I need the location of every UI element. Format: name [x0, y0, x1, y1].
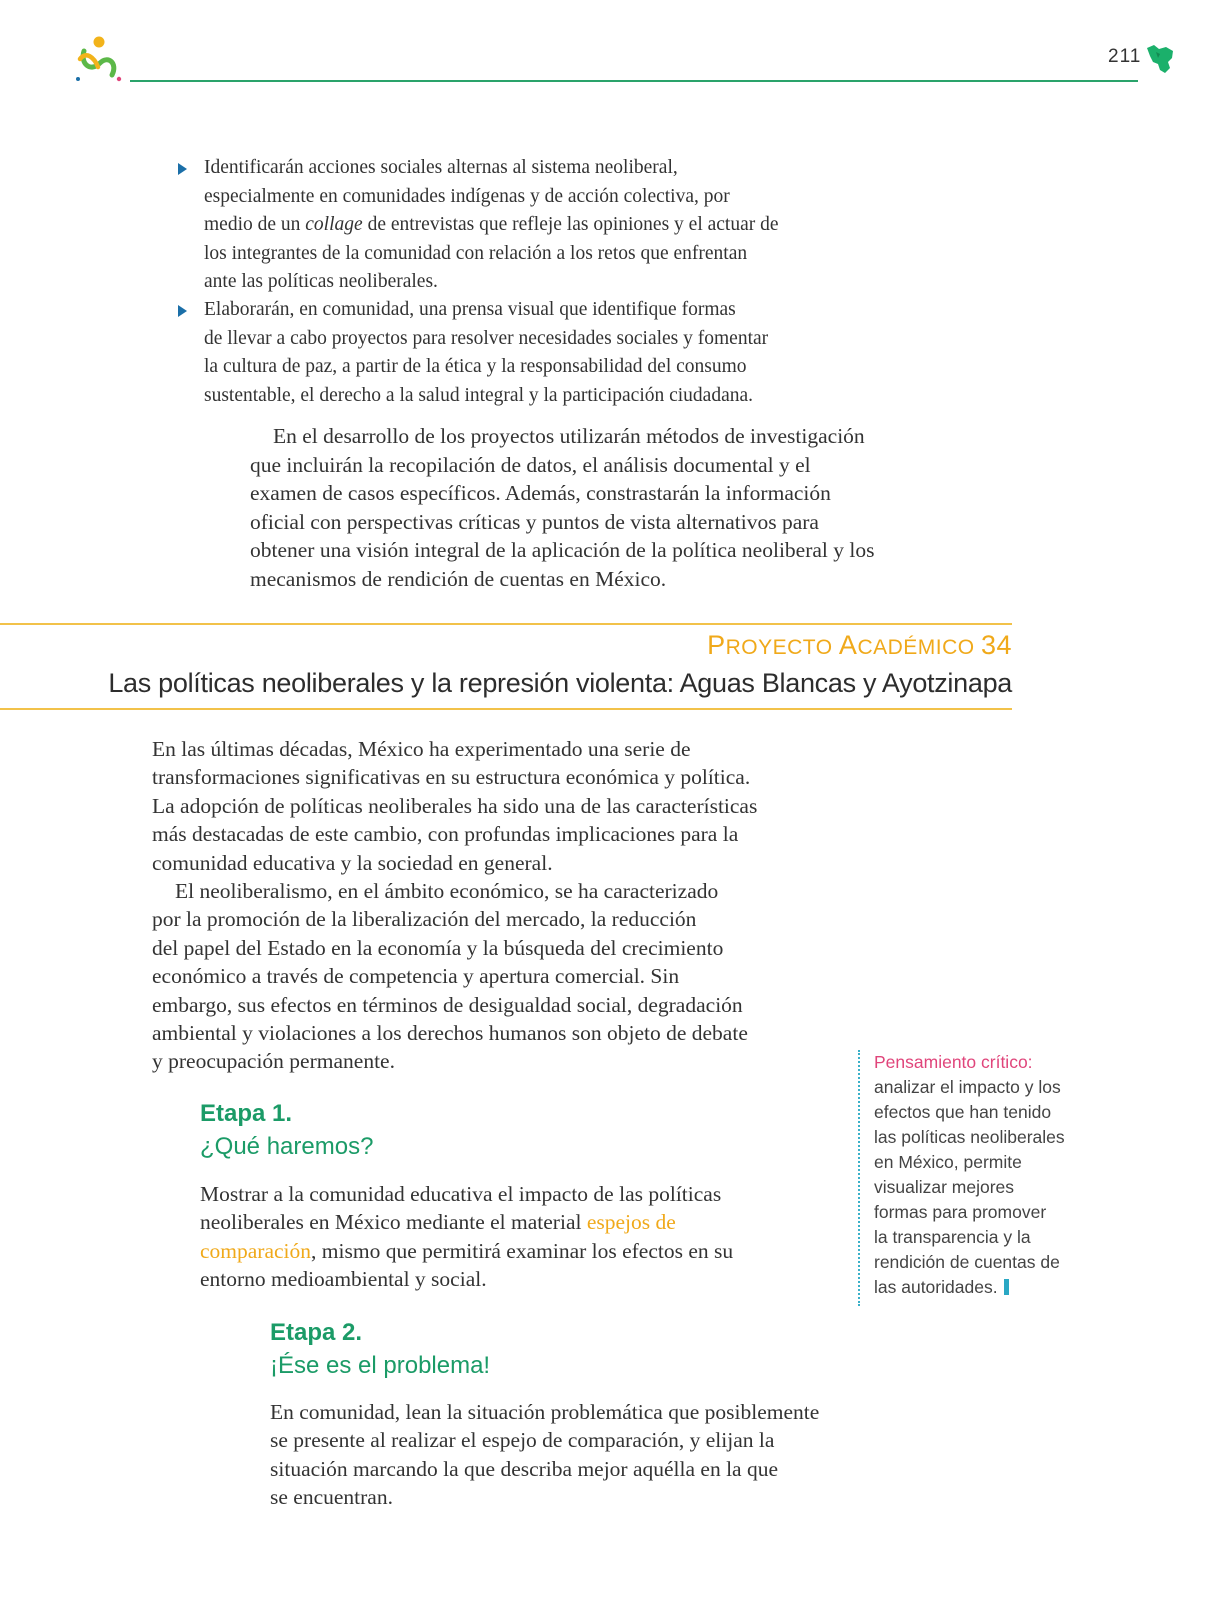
- paragraph-line: comparación, mismo que permitirá examinar los efectos en su: [200, 1238, 734, 1263]
- bullet-line: los integrantes de la comunidad con relación a los retos que enfrentan: [204, 242, 748, 264]
- sidebar-line: visualizar mejores: [874, 1177, 1015, 1197]
- bullet-line: Elaborarán, en comunidad, una prensa visual que identifique formas: [204, 299, 736, 320]
- stage-subtitle: ¿Qué haremos?: [200, 1133, 374, 1160]
- project-rule-bottom: [0, 708, 1012, 710]
- sidebar-line: las políticas neoliberales: [874, 1127, 1065, 1147]
- paragraph-line: examen de casos específicos. Además, constrastarán la información: [250, 481, 831, 506]
- bullet-line: la cultura de paz, a partir de la ética y la responsabilidad del consumo: [204, 356, 747, 377]
- paragraph-line: económico a través de competencia y apertura comercial. Sin: [152, 964, 680, 989]
- sidebar-line: las autoridades.: [874, 1275, 1134, 1300]
- bullet-line: ante las políticas neoliberales.: [204, 271, 438, 292]
- body-paragraph: [152, 877, 832, 1076]
- stage-2-heading: [270, 1316, 490, 1382]
- sidebar-line: en México, permite: [874, 1152, 1022, 1172]
- paragraph-line: se encuentran.: [270, 1485, 393, 1510]
- highlight-term: comparación: [200, 1238, 312, 1263]
- sidebar-line: analizar el impacto y los: [874, 1077, 1061, 1097]
- page-number: 211: [1108, 46, 1142, 67]
- highlight-term: espejos de: [586, 1210, 676, 1235]
- paragraph-line: y preocupación permanente.: [152, 1049, 395, 1074]
- sidebar-line: efectos que han tenido: [874, 1102, 1052, 1122]
- stage-subtitle: ¡Ése es el problema!: [270, 1352, 491, 1379]
- paragraph-line: En comunidad, lean la situación problemática que posiblemente: [270, 1400, 820, 1424]
- end-mark-icon: [1004, 1279, 1009, 1295]
- sidebar-line: la transparencia y la: [874, 1227, 1031, 1247]
- paragraph-line: neoliberales en México mediante el material espejos de: [200, 1210, 676, 1235]
- paragraph-line: oficial con perspectivas críticas y puntos de vista alternativos para: [250, 509, 819, 534]
- mexico-map-icon: [1144, 42, 1176, 76]
- sidebar-line: formas para promover: [874, 1202, 1047, 1222]
- paragraph-line: transformaciones significativas en su estructura económica y política.: [152, 765, 751, 790]
- paragraph-line: por la promoción de la liberalización del mercado, la reducción: [152, 907, 697, 932]
- stage-1-heading: [200, 1097, 373, 1163]
- paragraph-line: se presente al realizar el espejo de comparación, y elijan la: [270, 1428, 775, 1453]
- stage-1-paragraph: [200, 1180, 840, 1294]
- paragraph-line: obtener una visión integral de la aplicación de la política neoliberal y los: [250, 538, 875, 563]
- nem-logo-icon: [72, 33, 128, 85]
- intro-paragraph: [250, 422, 950, 594]
- header-rule: [130, 80, 1138, 82]
- sidebar-line: rendición de cuentas de: [874, 1252, 1060, 1272]
- paragraph-line: ambiental y violaciones a los derechos humanos son objeto de debate: [152, 1021, 748, 1046]
- bullet-item: [178, 154, 838, 297]
- paragraph-line: entorno medioambiental y social.: [200, 1267, 487, 1292]
- paragraph-line: más destacadas de este cambio, con profundas implicaciones para la: [152, 822, 739, 847]
- critical-thinking-sidebar: [858, 1050, 1134, 1306]
- paragraph-line: En el desarrollo de los proyectos utilizarán métodos de investigación: [273, 424, 865, 448]
- paragraph-line: El neoliberalismo, en el ámbito económico, se ha caracterizado: [175, 879, 719, 903]
- bullet-item: [178, 296, 838, 410]
- stage-2-paragraph: [270, 1398, 910, 1512]
- bullet-line: medio de un collage de entrevistas que refleje las opiniones y el actuar de: [204, 214, 779, 235]
- paragraph-line: La adopción de políticas neoliberales ha sido una de las características: [152, 793, 758, 818]
- paragraph-line: Mostrar a la comunidad educativa el impacto de las políticas: [200, 1182, 722, 1206]
- stage-title: Etapa 1.: [200, 1100, 293, 1127]
- bullet-line: especialmente en comunidades indígenas y de acción colectiva, por: [204, 185, 730, 207]
- project-title: Las políticas neoliberales y la represión violenta: Aguas Blancas y Ayotzinapa: [108, 668, 1012, 698]
- paragraph-line: embargo, sus efectos en términos de desigualdad social, degradación: [152, 992, 743, 1017]
- bullet-line: de llevar a cabo proyectos para resolver necesidades sociales y fomentar: [204, 327, 769, 349]
- paragraph-line: En las últimas décadas, México ha experimentado una serie de: [152, 737, 691, 761]
- project-label: PROYECTO ACADÉMICO 34: [707, 630, 1012, 660]
- bullet-line: Identificarán acciones sociales alternas al sistema neoliberal,: [204, 157, 678, 178]
- bullet-line: sustentable, el derecho a la salud integral y la participación ciudadana.: [204, 384, 754, 406]
- paragraph-line: que incluirán la recopilación de datos, el análisis documental y el: [250, 452, 811, 477]
- paragraph-line: del papel del Estado en la economía y la búsqueda del crecimiento: [152, 935, 724, 960]
- body-paragraph: [152, 735, 832, 877]
- paragraph-line: comunidad educativa y la sociedad en general.: [152, 850, 553, 875]
- project-rule-top: [0, 623, 1012, 625]
- stage-title: Etapa 2.: [270, 1319, 363, 1346]
- sidebar-title: Pensamiento crítico:: [874, 1052, 1033, 1072]
- collage-term: collage: [305, 214, 363, 235]
- bullet-marker-icon: [178, 305, 187, 317]
- paragraph-line: mecanismos de rendición de cuentas en México.: [250, 566, 667, 591]
- bullet-marker-icon: [178, 163, 187, 175]
- paragraph-line: situación marcando la que describa mejor aquélla en la que: [270, 1456, 779, 1481]
